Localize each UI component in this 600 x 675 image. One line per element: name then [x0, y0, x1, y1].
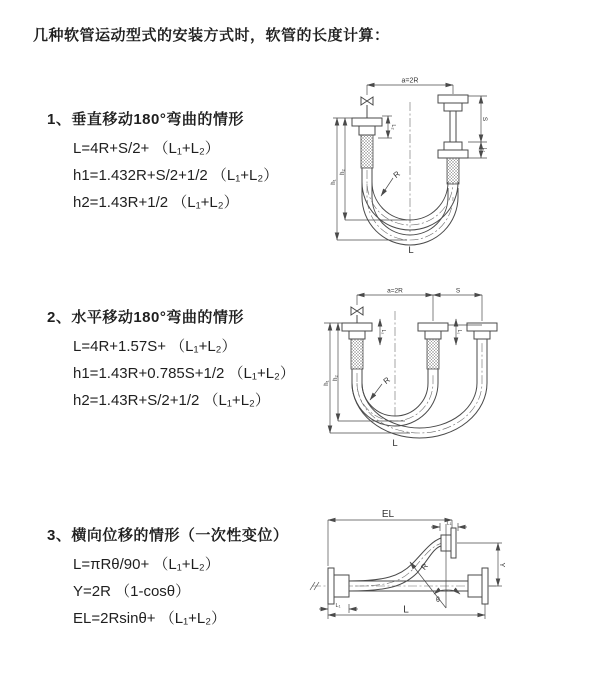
page-title: 几种软管运动型式的安装方式时，软管的长度计算： [33, 27, 390, 44]
section-2 [47, 306, 327, 419]
diagram-1-vertical-movement [315, 72, 600, 267]
section-1 [47, 108, 327, 221]
dim-label-a2r: a=2R [401, 77, 419, 85]
right-flange [468, 568, 488, 604]
left-fitting [352, 118, 382, 168]
formula-line: L=4R+S/2+ （L₁+L₂） [73, 140, 220, 157]
dim-label-l1: L₁ [481, 147, 487, 153]
label-radius: R [381, 375, 392, 386]
label-length: L [392, 438, 398, 449]
upper-flange [441, 528, 456, 558]
section-2-heading: 2、水平移动180°弯曲的情形 [47, 309, 244, 326]
diagram-2-horizontal-movement [310, 283, 600, 453]
radius-leader [381, 178, 393, 196]
dim-label-l2: L₂ [380, 329, 386, 335]
formula-line: h2=1.43R+1/2 （L₁+L₂） [73, 194, 239, 211]
dim-label-a2r: a=2R [387, 287, 403, 295]
hose-ubend-position2 [352, 339, 487, 438]
dim-label-l1-bottom: L₁ [335, 603, 341, 609]
hose-displaced-position [349, 538, 446, 591]
braided-hose-section [351, 339, 363, 369]
section-3 [47, 524, 327, 637]
label-radius: R [391, 169, 402, 180]
formula-line: h2=1.43R+S/2+1/2 （L₁+L₂） [73, 392, 270, 409]
formula-line: h1=1.43R+0.785S+1/2 （L₁+L₂） [73, 365, 295, 382]
dim-label-s: S [455, 287, 461, 295]
section-1-heading: 1、垂直移动180°弯曲的情形 [47, 111, 244, 128]
dim-label-l2: L₂ [390, 124, 396, 130]
diagram-3-svg [300, 502, 600, 662]
label-theta: θ [436, 597, 440, 604]
valve-icon [351, 307, 363, 323]
section-3-heading: 3、横向位移的情形（一次性变位） [47, 527, 289, 544]
braided-hose-section [427, 339, 439, 369]
formula-line: L=4R+1.57S+ （L₁+L₂） [73, 338, 237, 355]
formula-line: EL=2Rsinθ+ （L₁+L₂） [73, 610, 227, 627]
right-fitting [467, 323, 497, 339]
braided-hose-section [361, 135, 373, 168]
dim-label-h2: h₂ [333, 375, 339, 381]
braided-hose-section [447, 158, 459, 184]
dim-label-y: Y [498, 562, 505, 568]
label-radius: R [419, 561, 430, 572]
dim-label-l: L [403, 604, 409, 616]
valve-icon [361, 97, 373, 118]
left-flange [328, 568, 349, 604]
radius-leader [370, 384, 382, 400]
dim-label-el: EL [381, 509, 395, 520]
dim-label-h1: h₁ [324, 380, 330, 386]
dim-label-h1: h₁ [331, 179, 337, 185]
diagram-1-svg [315, 72, 600, 267]
dim-label-l1-top: L₁ [446, 520, 452, 527]
formula-line: Y=2R （1-cosθ） [73, 583, 191, 600]
left-fitting [342, 323, 372, 369]
label-length: L [408, 245, 414, 256]
diagram-2-svg [310, 283, 600, 453]
formula-line: h1=1.432R+S/2+1/2 （L₁+L₂） [73, 167, 279, 184]
middle-fitting [418, 323, 448, 369]
dim-label-h2: h₂ [340, 169, 346, 175]
dim-label-s: S [481, 116, 488, 122]
diagram-3-lateral-displacement [300, 502, 600, 662]
formula-line: L=πRθ/90+ （L₁+L₂） [73, 556, 220, 573]
right-fitting [438, 95, 468, 184]
dim-label-l1: L₁ [456, 329, 462, 335]
